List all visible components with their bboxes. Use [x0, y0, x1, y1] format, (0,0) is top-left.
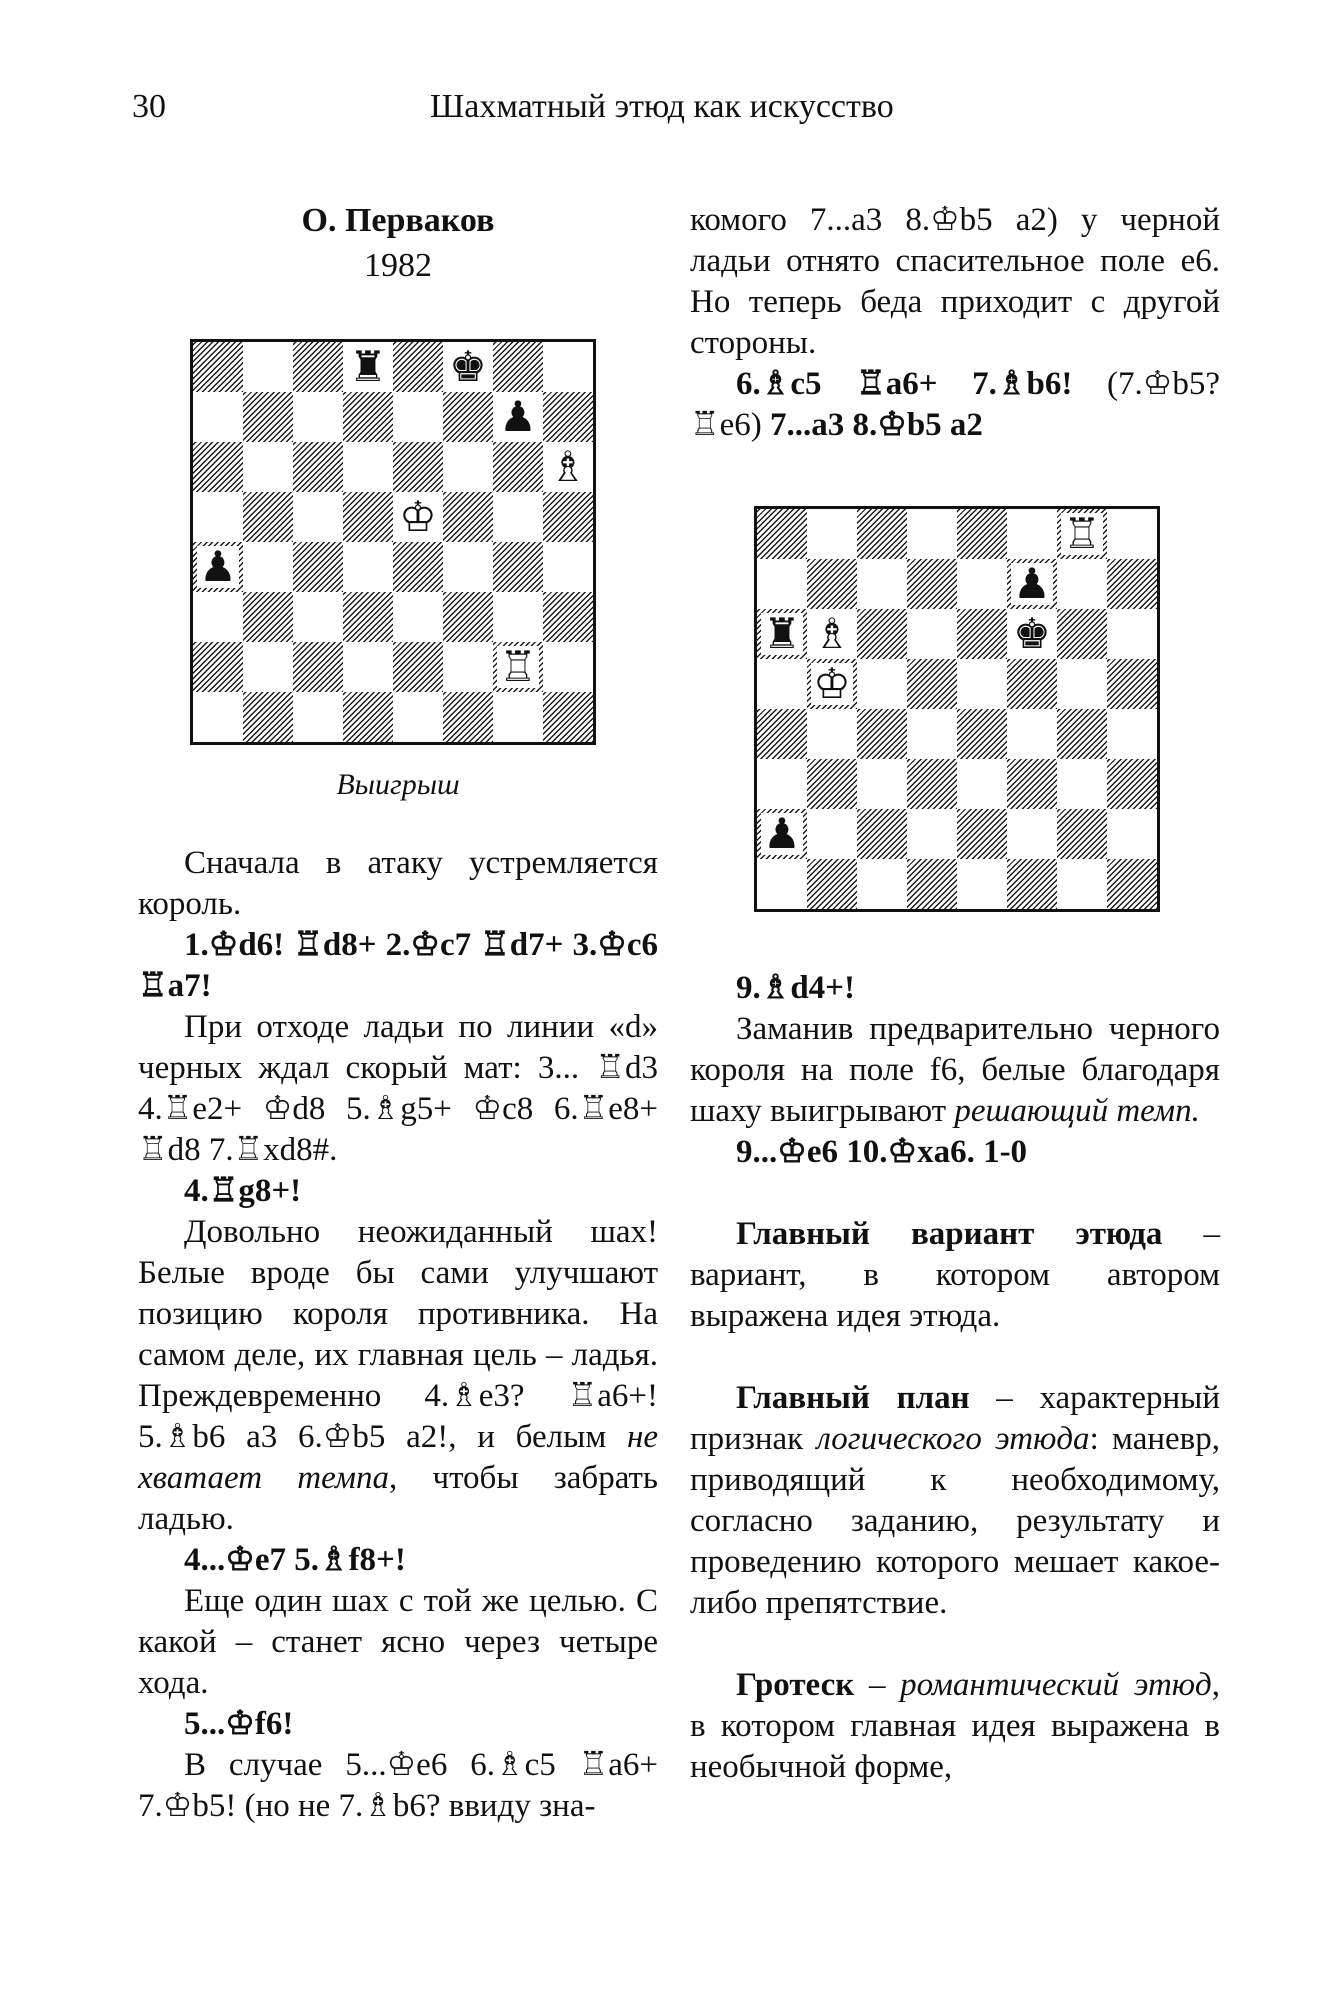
board-square-a6: [757, 609, 807, 659]
board-square-g5: [1057, 659, 1107, 709]
board-square-b5: [807, 659, 857, 709]
board-square-f7: [1007, 559, 1057, 609]
right-column-top: [690, 200, 1220, 446]
board-square-c2: [857, 809, 907, 859]
board-square-b1: [807, 859, 857, 909]
board-square-g1: [493, 692, 543, 742]
board-square-e1: [957, 859, 1007, 909]
board-square-g7: [493, 392, 543, 442]
page-number: 30: [132, 88, 166, 125]
board-square-g3: [1057, 759, 1107, 809]
black-pawn-icon: ♟: [763, 809, 801, 858]
board-square-d3: [907, 759, 957, 809]
paragraph: [690, 1009, 1220, 1132]
board-square-d5: [907, 659, 957, 709]
board-square-b7: [807, 559, 857, 609]
board-square-d4: [343, 542, 393, 592]
board-square-e3: [957, 759, 1007, 809]
board-square-a5: [193, 492, 243, 542]
board-square-h5: [543, 492, 593, 542]
board-square-f8: [1007, 509, 1057, 559]
board-square-d2: [907, 809, 957, 859]
board-square-a4: [757, 709, 807, 759]
board-square-g8: [1057, 509, 1107, 559]
move-text: 7...a3 8.♔b5 a2: [769, 407, 983, 443]
board-square-c5: [857, 659, 907, 709]
board-square-g6: [1057, 609, 1107, 659]
board-square-h8: [1107, 509, 1157, 559]
definition-main-variation: [690, 1214, 1220, 1337]
move-line: 9...♔e6 10.♔xa6. 1-0: [736, 1134, 1028, 1170]
definition-main-plan: [690, 1378, 1220, 1624]
board-square-g6: [493, 442, 543, 492]
move-text: 6.♗c5 ♖a6+ 7.♗b6!: [736, 366, 1073, 402]
board-square-b2: [807, 809, 857, 859]
board-square-f4: [443, 542, 493, 592]
paragraph: Еще один шах с той же целью. С какой – станет ясно через четыре хода.: [138, 1583, 658, 1701]
paragraph-text: , чтобы забрать ладью.: [138, 1460, 658, 1537]
board-square-e7: [957, 559, 1007, 609]
board-square-e5: [957, 659, 1007, 709]
board-square-b1: [243, 692, 293, 742]
definition-grotesque: [690, 1665, 1220, 1788]
move-line: 9.♗d4+!: [736, 970, 855, 1006]
board-square-f1: [1007, 859, 1057, 909]
board-square-a8: [757, 509, 807, 559]
board-square-f7: [443, 392, 493, 442]
emphasis-text: логического этюда: [816, 1421, 1090, 1457]
board-square-c6: [293, 442, 343, 492]
board-square-g3: [493, 592, 543, 642]
board-square-g5: [493, 492, 543, 542]
board-square-g4: [1057, 709, 1107, 759]
board-square-d1: [343, 692, 393, 742]
board-square-c3: [293, 592, 343, 642]
term: Гротеск: [736, 1667, 855, 1703]
emphasis-text: романтический этюд: [900, 1667, 1212, 1703]
chess-diagram-2: [754, 506, 1160, 912]
board-square-d1: [907, 859, 957, 909]
study-year: 1982: [364, 247, 432, 284]
board-square-c3: [857, 759, 907, 809]
board-square-b5: [243, 492, 293, 542]
black-pawn-icon: ♟: [1013, 559, 1051, 608]
board-square-c7: [293, 392, 343, 442]
board-square-d7: [907, 559, 957, 609]
black-pawn-icon: ♟: [199, 542, 237, 591]
board-square-e3: [393, 592, 443, 642]
board-square-a1: [193, 692, 243, 742]
move-line: 4.♖g8+!: [184, 1173, 302, 1209]
white-king-icon: ♔: [399, 492, 437, 541]
board-square-a1: [757, 859, 807, 909]
board-square-e8: [393, 342, 443, 392]
board-square-f3: [443, 592, 493, 642]
definition-text: : маневр, приводящий к необходимому, согласно заданию, результату и проведению которого мешает какое-либо препятствие.: [690, 1421, 1220, 1621]
board-square-g1: [1057, 859, 1107, 909]
white-rook-icon: ♖: [1063, 509, 1101, 558]
board-square-d7: [343, 392, 393, 442]
board-square-c4: [857, 709, 907, 759]
white-bishop-icon: ♗: [813, 609, 851, 658]
board-square-a2: [757, 809, 807, 859]
board-square-g8: [493, 342, 543, 392]
white-king-icon: ♔: [813, 659, 851, 708]
black-rook-icon: ♜: [763, 609, 801, 658]
board-square-b4: [807, 709, 857, 759]
board-square-f4: [1007, 709, 1057, 759]
definition-text: , в котором главная идея выражена в необычной форме,: [690, 1667, 1221, 1785]
board-square-d3: [343, 592, 393, 642]
board-square-b8: [807, 509, 857, 559]
board-square-g7: [1057, 559, 1107, 609]
paragraph: При отходе ладьи по линии «d» черных ждал скорый мат: 3... ♖d3 4.♖e2+ ♔d8 5.♗g5+ ♔c8 6.♖e8+ ♖d8 7.♖xd8#.: [138, 1009, 658, 1168]
board-square-e5: [393, 492, 443, 542]
board-square-b8: [243, 342, 293, 392]
board-square-e2: [393, 642, 443, 692]
board-square-b3: [243, 592, 293, 642]
board-square-f5: [1007, 659, 1057, 709]
board-square-e8: [957, 509, 1007, 559]
board-square-e6: [957, 609, 1007, 659]
white-rook-icon: ♖: [499, 642, 537, 691]
board-square-h5: [1107, 659, 1157, 709]
board-square-h7: [543, 392, 593, 442]
board-square-b2: [243, 642, 293, 692]
board-square-c7: [857, 559, 907, 609]
board-square-d5: [343, 492, 393, 542]
paragraph: Сначала в атаку устремляется король.: [138, 845, 658, 922]
emphasis-text: не хватает темпа: [138, 1419, 658, 1496]
board-square-a8: [193, 342, 243, 392]
board-square-d8: [343, 342, 393, 392]
move-line: 4...♔e7 5.♗f8+!: [184, 1542, 406, 1578]
paragraph: [138, 1212, 658, 1540]
chess-diagram-1: [190, 339, 596, 745]
move-line: 5...♔f6!: [184, 1706, 294, 1742]
board-square-e4: [393, 542, 443, 592]
left-column: [138, 843, 658, 1827]
board-square-a6: [193, 442, 243, 492]
board-square-a2: [193, 642, 243, 692]
board-square-h1: [543, 692, 593, 742]
term: Главный вариант этюда: [736, 1216, 1163, 1252]
board-square-d6: [907, 609, 957, 659]
board-square-d8: [907, 509, 957, 559]
board-square-b6: [243, 442, 293, 492]
board-square-a7: [193, 392, 243, 442]
definition-text: –: [854, 1667, 901, 1703]
white-bishop-icon: ♗: [549, 442, 587, 491]
board-square-e4: [957, 709, 1007, 759]
board-square-c5: [293, 492, 343, 542]
board-square-f3: [1007, 759, 1057, 809]
board-square-h2: [543, 642, 593, 692]
board-square-f6: [1007, 609, 1057, 659]
black-pawn-icon: ♟: [499, 392, 537, 441]
board-square-a3: [193, 592, 243, 642]
definition-text: – характерный признак: [690, 1380, 1220, 1457]
board-square-h8: [543, 342, 593, 392]
paragraph: комого 7...a3 8.♔b5 a2) у черной ладьи отнято спасительное поле e6. Но теперь беда приходит с другой стороны.: [690, 202, 1220, 361]
board-square-a7: [757, 559, 807, 609]
right-column-bottom: [690, 968, 1220, 1788]
move-line: 1.♔d6! ♖d8+ 2.♔c7 ♖d7+ 3.♔c6 ♖a7!: [138, 927, 658, 1004]
board-square-b3: [807, 759, 857, 809]
board-square-e1: [393, 692, 443, 742]
move-line: [690, 364, 1220, 446]
board-square-f6: [443, 442, 493, 492]
black-rook-icon: ♜: [349, 342, 387, 391]
paragraph: В случае 5...♔e6 6.♗c5 ♖a6+ 7.♔b5! (но не 7.♗b6? ввиду зна-: [138, 1747, 658, 1824]
board-square-h4: [543, 542, 593, 592]
board-square-c1: [293, 692, 343, 742]
board-square-d4: [907, 709, 957, 759]
board-square-a3: [757, 759, 807, 809]
board-square-c2: [293, 642, 343, 692]
running-title: Шахматный этюд как искусство: [430, 88, 894, 125]
board-square-h6: [1107, 609, 1157, 659]
board-square-e7: [393, 392, 443, 442]
board-square-b4: [243, 542, 293, 592]
move-text: (7.♔b5? ♖e6): [690, 366, 1220, 443]
paragraph-text: Довольно неожиданный шах! Белые вроде бы сами улучшают позицию короля противника. На самом деле, их главная цель – ладья. Преждевременно 4.♗e3? ♖a6+! 5.♗b6 a3 6.♔b5 a2!, и белым: [138, 1214, 658, 1455]
board-square-c6: [857, 609, 907, 659]
board-square-h6: [543, 442, 593, 492]
board-square-c4: [293, 542, 343, 592]
board-square-g2: [1057, 809, 1107, 859]
board-square-f5: [443, 492, 493, 542]
study-caption: Выигрыш: [336, 768, 460, 801]
board-square-a5: [757, 659, 807, 709]
term: Главный план: [736, 1380, 970, 1416]
board-square-f2: [1007, 809, 1057, 859]
study-author: О. Перваков: [301, 202, 495, 239]
board-square-c8: [857, 509, 907, 559]
black-king-icon: ♚: [1013, 609, 1051, 658]
paragraph-text: Заманив предварительно черного короля на поле f6, белые благодаря шаху выигрывают: [690, 1011, 1220, 1129]
board-square-g2: [493, 642, 543, 692]
board-square-a4: [193, 542, 243, 592]
board-square-f8: [443, 342, 493, 392]
definition-text: – вариант, в котором автором выражена идея этюда.: [690, 1216, 1220, 1334]
emphasis-text: решающий темп.: [954, 1093, 1200, 1129]
board-square-d2: [343, 642, 393, 692]
board-square-b6: [807, 609, 857, 659]
board-square-h2: [1107, 809, 1157, 859]
board-square-h4: [1107, 709, 1157, 759]
board-square-h3: [1107, 759, 1157, 809]
board-square-b7: [243, 392, 293, 442]
board-square-c1: [857, 859, 907, 909]
board-square-h1: [1107, 859, 1157, 909]
board-square-h7: [1107, 559, 1157, 609]
board-square-d6: [343, 442, 393, 492]
black-king-icon: ♚: [449, 342, 487, 391]
board-square-h3: [543, 592, 593, 642]
board-square-c8: [293, 342, 343, 392]
board-square-e2: [957, 809, 1007, 859]
board-square-g4: [493, 542, 543, 592]
board-square-f2: [443, 642, 493, 692]
board-square-f1: [443, 692, 493, 742]
board-square-e6: [393, 442, 443, 492]
